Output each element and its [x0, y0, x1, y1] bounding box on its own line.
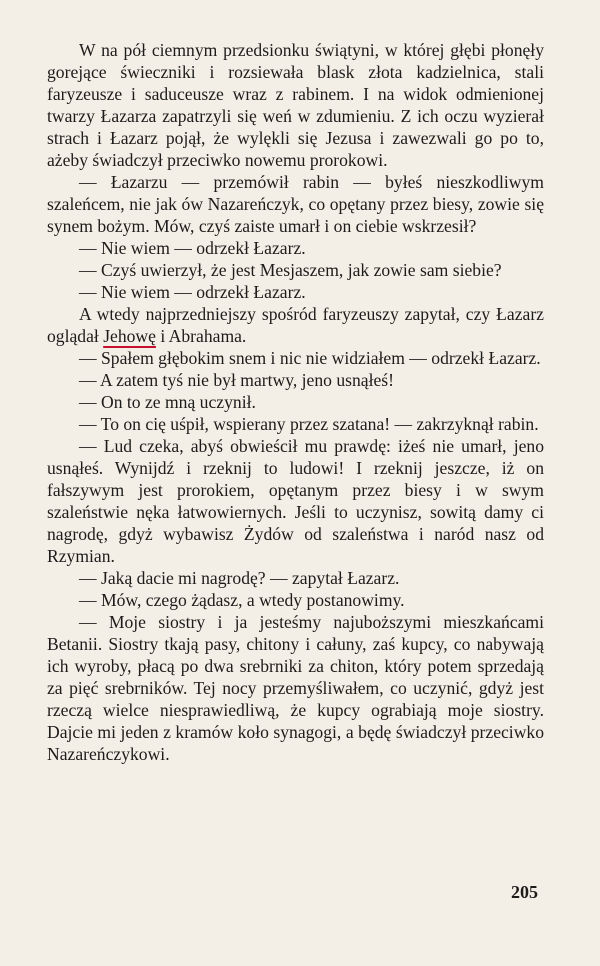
paragraph [47, 259, 544, 281]
page-text [47, 39, 544, 765]
paragraph [47, 171, 544, 237]
text-run: i Abrahama. [155, 326, 247, 346]
paragraph [47, 589, 544, 611]
paragraph [47, 347, 544, 369]
page-number: 205 [511, 882, 538, 902]
paragraph [47, 369, 544, 391]
text-run: — Lud czeka, abyś obwieścił mu prawdę: iżeś nie umarł, jeno usnąłeś. Wynijdź i rzeknij to ludowi! I rzeknij jeszcze, iż on fałszywym jest prorokiem, opętanym przez biesy i w swym szaleństwie nęka łatwowiernych. Jeśli to uczynisz, sowitą damy ci nagrodę, gdyż wybawisz Żydów od szaleństwa i naród nasz od Rzymian. [47, 436, 544, 566]
text-run: — Nie wiem — odrzekł Łazarz. [79, 238, 306, 258]
text-run: — Łazarzu — przemówił rabin — byłeś nieszkodliwym szaleńcem, nie jak ów Nazareńczyk, co opętany przez biesy, zowie się synem bożym. Mów, czyś zaiste umarł i on ciebie wskrzesił? [47, 172, 544, 236]
text-run: — Czyś uwierzył, że jest Mesjaszem, jak zowie sam siebie? [79, 260, 502, 280]
paragraph [47, 611, 544, 765]
text-run: — To on cię uśpił, wspierany przez szatana! — zakrzyknął rabin. [79, 414, 539, 434]
text-run: A wtedy najprzedniejszy spośród faryzeuszy zapytał, czy Łazarz oglądał [47, 304, 544, 346]
text-run: — Moje siostry i ja jesteśmy najuboższymi mieszkańcami Betanii. Siostry tkają pasy, chitony i całuny, zaś kupcy, co nabywają ich wyroby, płacą po dwa srebrniki za chiton, który potem sprzedają za pięć srebrników. Tej nocy przemyśliwałem, co uczynić, gdyż jest rzeczą wielce niesprawiedliwą, że kupcy ograbiają moje siostry. Dajcie mi jeden z kramów koło synagogi, a będę świadczył przeciwko Nazareńczykowi. [47, 612, 544, 764]
text-run: — Mów, czego żądasz, a wtedy postanowimy. [79, 590, 405, 610]
text-run: — Spałem głębokim snem i nic nie widziałem — odrzekł Łazarz. [79, 348, 541, 368]
paragraph [47, 567, 544, 589]
paragraph [47, 237, 544, 259]
paragraph [47, 281, 544, 303]
paragraph [47, 391, 544, 413]
text-run: W na pół ciemnym przedsionku świątyni, w której głębi płonęły gorejące świeczniki i rozsiewała blask złota kadzielnica, stali faryzeusze i saduceusze wraz z rabinem. I na widok odmienionej twarzy Łazarza zapatrzyli się weń w zdumieniu. Z ich oczu wyzierał strach i Łazarz pojął, że wylękli się Jezusa i zawezwali go po to, ażeby świadczył przeciwko nowemu prorokowi. [47, 40, 544, 170]
paragraph [47, 303, 544, 347]
text-run: — Nie wiem — odrzekł Łazarz. [79, 282, 306, 302]
underlined-word: Jehowę [103, 326, 156, 346]
paragraph [47, 413, 544, 435]
text-run: — A zatem tyś nie był martwy, jeno usnąłeś! [79, 370, 394, 390]
text-run: — Jaką dacie mi nagrodę? — zapytał Łazarz. [79, 568, 400, 588]
text-run: — On to ze mną uczynił. [79, 392, 256, 412]
paragraph [47, 39, 544, 171]
paragraph [47, 435, 544, 567]
